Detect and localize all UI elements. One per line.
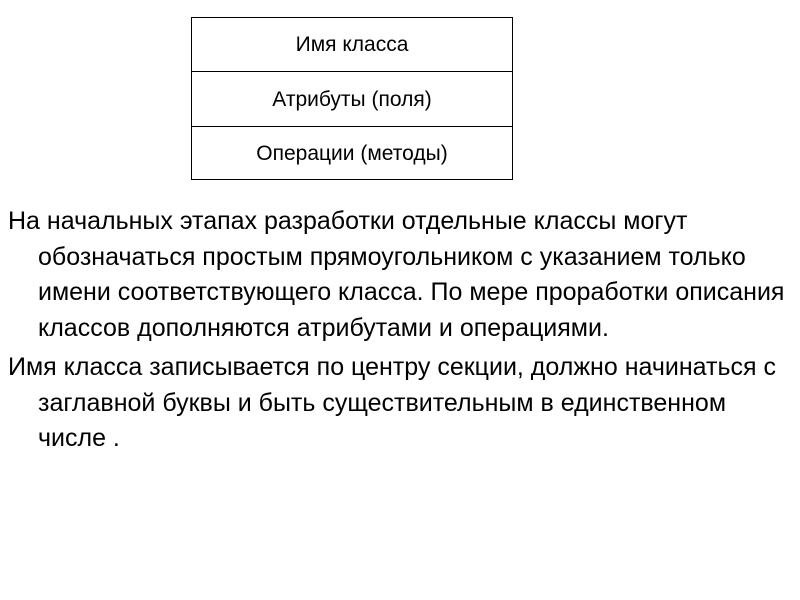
- class-name-section: Имя класса: [192, 18, 512, 72]
- class-operations-section: Операции (методы): [256, 141, 448, 165]
- uml-class-box: [191, 17, 513, 180]
- paragraph-class-name-rules: Имя класса записывается по центру секции, должно начинаться с заглавной буквы и быть существительным в единственном числе .: [8, 353, 776, 452]
- paragraph-early-stages: На начальных этапах разработки отдельные классы могут обозначаться простым прямоугольником с указанием только имени соответствующего класса. По мере проработки описания классов дополняются атрибутами и операциями.: [8, 207, 785, 342]
- description-text: [8, 204, 798, 457]
- class-attributes-section: Атрибуты (поля): [192, 72, 512, 127]
